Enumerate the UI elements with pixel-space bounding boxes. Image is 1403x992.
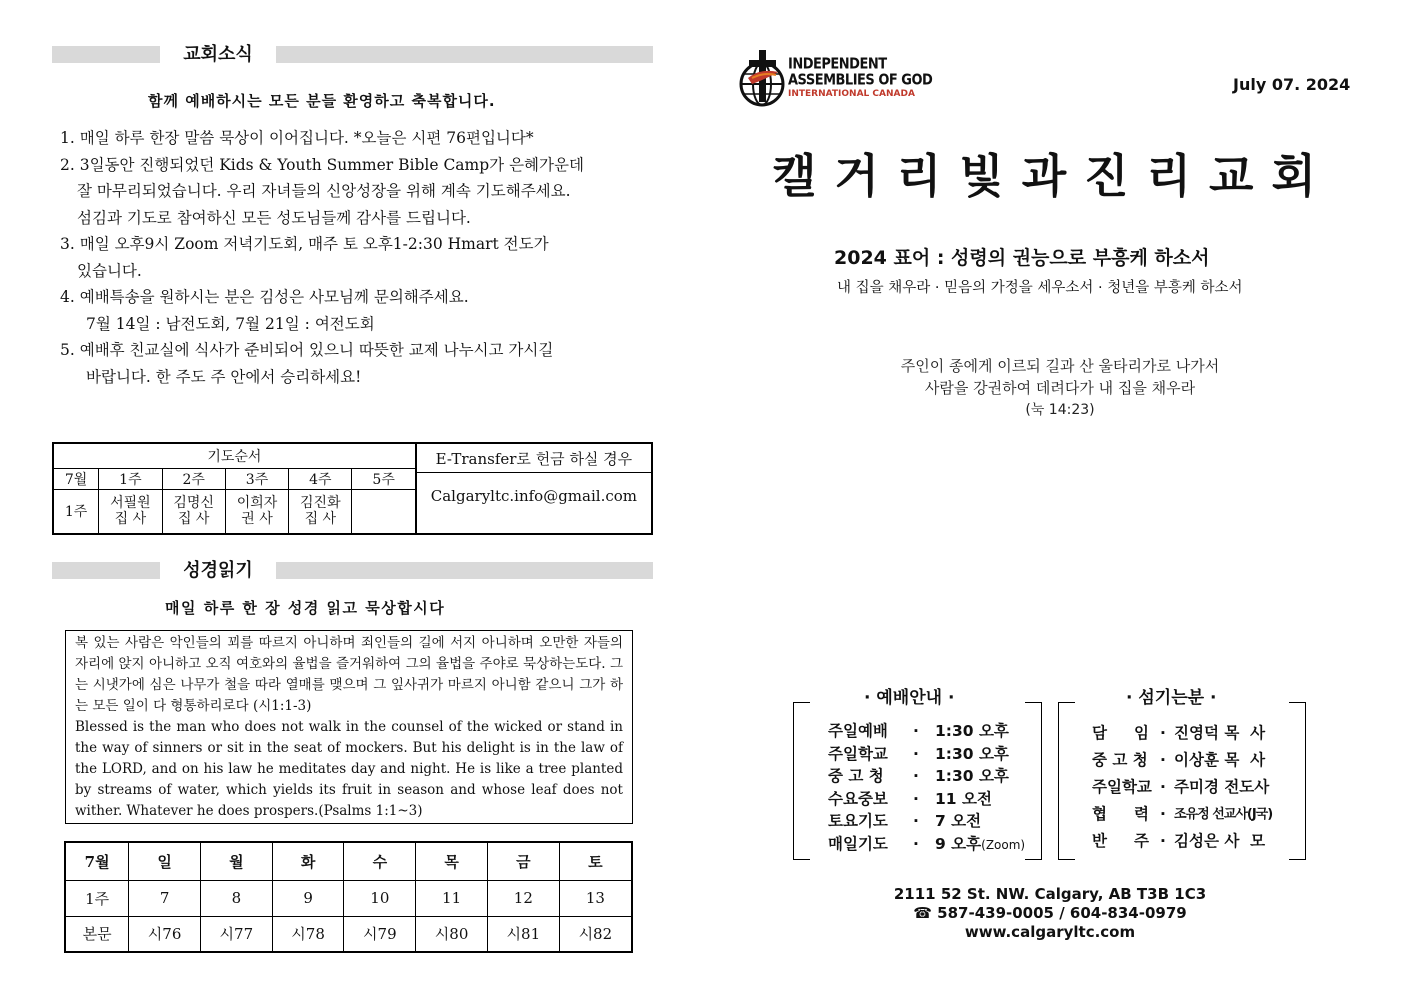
prayer-week: 2주 [162, 468, 225, 489]
prayer-person-role: 권 사 [241, 511, 273, 528]
worship-name: 매일기도 [828, 835, 888, 853]
worship-row: 수요중보 · 11 오전 [828, 788, 1025, 811]
calendar-cell: 시79 [344, 916, 416, 952]
contact-block [850, 885, 1250, 942]
prayer-person-role: 집 사 [177, 511, 210, 528]
prayer-person [289, 489, 352, 534]
motto-subtitle: 내 집을 채우라 · 믿음의 가정을 세우소서 · 청년을 부흥케 하소서 [837, 280, 1243, 296]
church-website[interactable]: www.calgaryltc.com [964, 923, 1136, 941]
calendar-header: 수 [344, 842, 416, 880]
news-line: 있습니다. [77, 261, 142, 280]
verse-block [820, 355, 1300, 421]
reading-subtitle: 매일 하루 한 장 성경 읽고 묵상합시다 [165, 599, 446, 617]
servant-name: 김성은 사 모 [1174, 832, 1266, 850]
worship-row: 중 고 청 · 1:30 오후 [828, 765, 1025, 788]
prayer-week: 4주 [289, 468, 352, 489]
calendar-cell: 본문 [65, 916, 129, 952]
church-name: 캘거리빛과진리교회 [772, 149, 1334, 203]
calendar-header: 7월 [65, 842, 129, 880]
verse-line: 사람을 강권하여 데려다가 내 집을 채우라 [924, 379, 1196, 397]
worship-name: 수요중보 [828, 789, 888, 808]
worship-row: 매일기도 · 9 오후(Zoom) [828, 833, 1025, 857]
prayer-person-role: 집 사 [304, 511, 337, 528]
worship-name: 중 고 청 [828, 767, 884, 785]
news-header: 교회소식 [160, 40, 276, 66]
worship-name: 주일학교 [828, 744, 888, 763]
servants-list [1092, 720, 1272, 855]
worship-name: 주일예배 [828, 722, 888, 740]
servants-title: · 섬기는분 · [1126, 688, 1217, 708]
phone-line [850, 904, 1250, 923]
news-line: 잘 마무리되었습니다. 우리 자녀들의 신앙성장을 위해 계속 기도해주세요. [77, 182, 571, 200]
calendar-header: 토 [559, 842, 632, 880]
servants-bracket-left [1058, 702, 1075, 860]
news-header-bar [52, 46, 653, 63]
servant-role: 중 고 청 [1092, 751, 1148, 769]
calendar-cell: 13 [559, 880, 632, 916]
calendar-cell: 9 [272, 880, 344, 916]
worship-note: (Zoom) [981, 837, 1026, 852]
worship-bracket-left [793, 702, 810, 860]
calendar-cell: 시81 [487, 916, 559, 952]
servant-row: 주일학교 · 주미경 전도사 [1092, 774, 1272, 801]
prayer-month: 7월 [53, 468, 99, 489]
globe-cross-icon [738, 48, 790, 108]
servant-row: 반 주 · 김성은 사 모 [1092, 828, 1272, 855]
servant-role: 주일학교 [1092, 778, 1152, 796]
worship-time: 1:30 오후 [935, 767, 1009, 785]
calendar-header: 일 [129, 842, 201, 880]
reading-header: 성경읽기 [160, 556, 276, 582]
calendar-cell: 시78 [272, 916, 344, 952]
prayer-person-name: 서필원 [110, 495, 151, 512]
worship-time: 9 오후 [935, 834, 982, 853]
worship-title: · 예배안내 · [864, 688, 955, 708]
calendar-header: 화 [272, 842, 344, 880]
calendar-header: 금 [487, 842, 559, 880]
prayer-person-name: 이희자 [236, 495, 278, 512]
servant-name: 주미경 전도사 [1174, 778, 1270, 796]
calendar-cell: 시76 [129, 916, 201, 952]
prayer-table [52, 442, 653, 535]
servant-name: 이상훈 목 사 [1174, 751, 1266, 769]
prayer-person [99, 489, 162, 534]
passage-korean: 복 있는 사람은 악인들의 꾀를 따르지 아니하며 죄인들의 길에 서지 아니하며 오만한 자들의 자리에 앉지 아니하고 오직 여호와의 율법을 즐거워하여 그의 율법을 주야로 묵상하는도다. 그는 시냇가에 심은 나무가 철을 따라 열매를 맺으며 그 잎사귀가 마르지 아니함 같으니 그가 하는 모든 일이 다 형통하리로다 (시1:1-3) [75, 635, 623, 714]
calendar-cell: 8 [200, 880, 272, 916]
servant-row: 협 력 · 조유정 선교사(J국) [1092, 801, 1272, 828]
news-line: 바랍니다. 한 주도 주 안에서 승리하세요! [86, 367, 362, 386]
news-line: 2. 3일동안 진행되었던 Kids & Youth Summer Bible Camp가 은혜가운데 [60, 155, 584, 174]
servant-role: 담 임 [1092, 724, 1149, 742]
servant-row: 중 고 청 · 이상훈 목 사 [1092, 747, 1272, 774]
logo-line3: INTERNATIONAL CANADA [788, 89, 915, 99]
prayer-person-name: 김명신 [173, 495, 214, 512]
calendar-cell: 시77 [200, 916, 272, 952]
calendar-header: 목 [416, 842, 488, 880]
servant-role: 협 력 [1092, 805, 1149, 823]
prayer-person [225, 489, 288, 534]
welcome-message: 함께 예배하시는 모든 분들 환영하고 축복합니다. [148, 92, 496, 110]
worship-schedule [828, 720, 1025, 856]
calendar-cell: 시82 [559, 916, 632, 952]
phone-icon: ☎ [913, 904, 938, 922]
prayer-row-label: 1주 [53, 489, 99, 534]
news-line: 섬김과 기도로 참여하신 모든 성도님들께 감사를 드립니다. [77, 208, 471, 227]
calendar-header: 월 [200, 842, 272, 880]
worship-bracket-right [1025, 702, 1042, 860]
logo-line2: ASSEMBLIES OF GOD [788, 71, 933, 90]
etransfer-title: E-Transfer로 헌금 하실 경우 [417, 447, 651, 473]
verse-reference: (눅 14:23) [1025, 402, 1095, 418]
bible-passage-box [65, 630, 633, 824]
worship-row: 주일학교 · 1:30 오후 [828, 743, 1025, 766]
church-address: 2111 52 St. NW. Calgary, AB T3B 1C3 [893, 885, 1207, 903]
calendar-cell: 시80 [416, 916, 488, 952]
prayer-person [162, 489, 225, 534]
worship-row: 토요기도 · 7 오전 [828, 810, 1025, 833]
prayer-person [352, 489, 416, 534]
servant-name: 조유정 선교사(J국) [1174, 807, 1273, 822]
worship-time: 11 오전 [935, 789, 992, 808]
phone-numbers[interactable]: 587-439-0005 / 604-834-0979 [937, 904, 1187, 922]
prayer-week: 5주 [352, 468, 416, 489]
verse-line: 주인이 종에게 이르되 길과 산 울타리가로 나가서 [900, 357, 1220, 375]
news-line: 4. 예배특송을 원하시는 분은 김성은 사모님께 문의해주세요. [60, 288, 469, 306]
passage-english: Blessed is the man who does not walk in the counsel of the wicked or stand in the way of sinners or sit in the seat of mockers. But his delight is in the law of the LORD, and on his law he meditates day and night. He is like a tree planted by streams of water, which yields its fruit in season and whose leaf does not wither. Whatever he does prospers.(Psalms 1:1~3) [75, 719, 623, 819]
calendar-cell: 12 [487, 880, 559, 916]
worship-time: 1:30 오후 [935, 722, 1009, 740]
prayer-title: 기도순서 [53, 443, 416, 468]
worship-time: 1:30 오후 [935, 744, 1009, 763]
calendar-cell: 1주 [65, 880, 129, 916]
calendar-cell: 11 [416, 880, 488, 916]
prayer-week: 1주 [99, 468, 162, 489]
servant-row: 담 임 · 진영덕 목 사 [1092, 720, 1272, 747]
servant-role: 반 주 [1092, 832, 1149, 850]
reading-header-bar [52, 562, 653, 579]
calendar-cell: 10 [344, 880, 416, 916]
logo-line1: INDEPENDENT [788, 55, 887, 74]
news-line: 1. 매일 하루 한장 말씀 묵상이 이어집니다. *오늘은 시편 76편입니다* [60, 129, 534, 147]
worship-row: 주일예배 · 1:30 오후 [828, 720, 1025, 743]
worship-name: 토요기도 [828, 812, 888, 830]
servant-name: 진영덕 목 사 [1174, 724, 1266, 742]
servants-bracket-right [1289, 702, 1306, 860]
bulletin-date: July 07. 2024 [1233, 75, 1351, 94]
calendar-cell: 7 [129, 880, 201, 916]
prayer-person-role: 집 사 [114, 511, 147, 528]
news-list [60, 125, 584, 390]
news-line: 7월 14일 : 남전도회, 7월 21일 : 여전도회 [86, 314, 375, 333]
reading-calendar [64, 841, 633, 953]
worship-time: 7 오전 [935, 812, 982, 830]
aog-logo [738, 48, 933, 108]
motto-title: 2024 표어 : 성령의 권능으로 부흥케 하소서 [834, 247, 1210, 269]
etransfer-cell [416, 443, 652, 534]
prayer-person-name: 김진화 [300, 495, 341, 512]
prayer-week: 3주 [225, 468, 288, 489]
news-line: 5. 예배후 친교실에 식사가 준비되어 있으니 따뜻한 교제 나누시고 가시길 [60, 341, 554, 359]
etransfer-email[interactable]: Calgaryltc.info@gmail.com [430, 486, 637, 505]
news-line: 3. 매일 오후9시 Zoom 저녁기도회, 매주 토 오후1-2:30 Hmart 전도가 [60, 235, 549, 253]
